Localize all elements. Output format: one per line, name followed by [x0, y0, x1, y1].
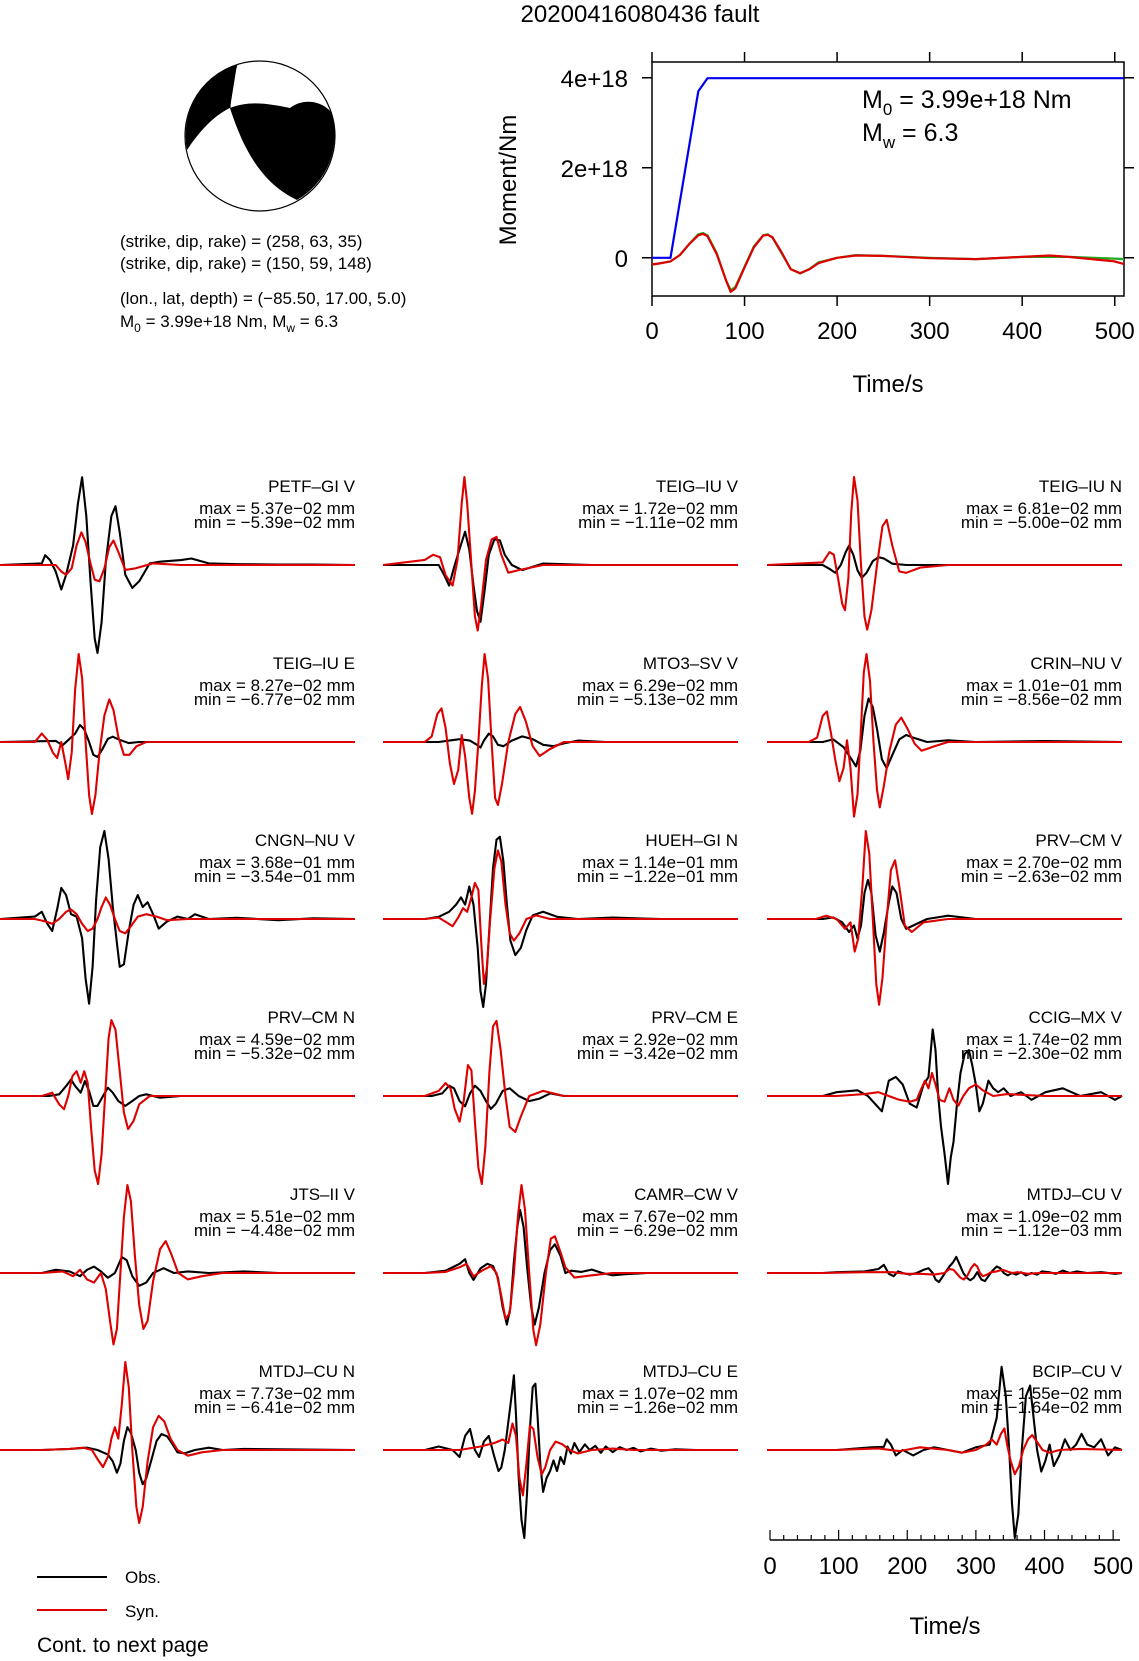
min-amplitude-label: min = −5.00e−02 mm	[960, 513, 1122, 532]
observed-trace	[383, 532, 738, 622]
max-amplitude-label: max = 2.92e−02 mm	[582, 1030, 738, 1049]
observed-trace	[767, 1257, 1122, 1282]
waveform-panel	[0, 654, 355, 814]
synthetic-trace	[0, 532, 355, 581]
waveform-panel	[767, 1008, 1123, 1184]
min-amplitude-label: min = −6.41e−02 mm	[193, 1398, 355, 1417]
station-label: CCIG–MX V	[1028, 1008, 1122, 1027]
observed-trace	[0, 1427, 355, 1484]
waveform-xtick-label: 200	[887, 1553, 928, 1580]
moment-ytick-label: 0	[614, 245, 628, 273]
min-amplitude-label: min = −1.26e−02 mm	[576, 1398, 738, 1417]
focal-parameters	[120, 232, 406, 335]
source-time-syn-curve	[652, 234, 1124, 292]
waveform-panel	[767, 1185, 1123, 1282]
waveform-panel	[767, 1362, 1123, 1538]
max-amplitude-label: max = 3.68e−01 mm	[199, 853, 355, 872]
waveform-grid	[0, 477, 1123, 1538]
min-amplitude-label: min = −2.63e−02 mm	[960, 867, 1122, 886]
station-label: MTDJ–CU E	[642, 1362, 738, 1381]
waveform-panel	[383, 654, 739, 814]
moment-ylabel: Moment/Nm	[495, 114, 522, 246]
moment-xtick-label: 300	[909, 318, 950, 345]
station-label: TEIG–IU E	[272, 654, 355, 673]
moment-xlabel: Time/s	[852, 371, 924, 398]
min-amplitude-label: min = −8.56e−02 mm	[960, 690, 1122, 709]
max-amplitude-label: max = 1.07e−02 mm	[582, 1384, 738, 1403]
station-label: JTS–II V	[289, 1185, 355, 1204]
moment-xtick-label: 500	[1094, 318, 1135, 345]
legend-syn-label: Syn.	[125, 1602, 160, 1621]
moment-xtick-label: 100	[724, 318, 765, 345]
synthetic-trace	[767, 1429, 1122, 1475]
station-label: BCIP–CU V	[1032, 1362, 1122, 1381]
min-amplitude-label: min = −1.12e−03 mm	[960, 1221, 1122, 1240]
moment-summary: $M_0 = 3.99e+18$ Nm, $M_w = 6.3$	[120, 312, 339, 335]
observed-trace	[767, 880, 1122, 952]
min-amplitude-label: min = −6.29e−02 mm	[576, 1221, 738, 1240]
station-label: PRV–CM E	[651, 1008, 738, 1027]
max-amplitude-label: max = 7.67e−02 mm	[582, 1207, 738, 1226]
station-label: TEIG–IU N	[1038, 477, 1122, 496]
legend	[37, 1568, 161, 1621]
max-amplitude-label: max = 1.72e−02 mm	[582, 499, 738, 518]
waveform-panel	[383, 1185, 739, 1345]
station-label: MTDJ–CU V	[1026, 1185, 1122, 1204]
waveform-xlabel: Time/s	[909, 1613, 981, 1640]
waveform-panel	[383, 831, 738, 1007]
station-label: MTO3–SV V	[642, 654, 738, 673]
max-amplitude-label: max = 5.37e−02 mm	[199, 499, 355, 518]
waveform-panel	[0, 1185, 356, 1345]
source-location: (lon., lat, depth) = (−85.50, 17.00, 5.0)	[120, 289, 407, 308]
station-label: MTDJ–CU N	[258, 1362, 355, 1381]
moment-xtick-label: 400	[1002, 318, 1043, 345]
max-amplitude-label: max = 1.14e−01 mm	[582, 853, 738, 872]
min-amplitude-label: min = −5.39e−02 mm	[193, 513, 355, 532]
figure-title: 20200416080436 fault	[520, 1, 760, 28]
moment-mw-annotation: $M_w = 6.3$	[862, 119, 959, 152]
nodal-plane-1: (strike, dip, rake) = (258, 63, 35)	[120, 232, 363, 251]
max-amplitude-label: max = 1.01e−01 mm	[966, 676, 1122, 695]
waveform-xtick-label: 300	[955, 1553, 996, 1580]
observed-trace	[383, 1086, 738, 1109]
moment-m0-annotation: $M_0 = 3.99e+18$ Nm	[862, 86, 1072, 119]
max-amplitude-label: max = 6.81e−02 mm	[966, 499, 1122, 518]
waveform-xtick-label: 500	[1093, 1553, 1134, 1580]
max-amplitude-label: max = 1.74e−02 mm	[966, 1030, 1122, 1049]
waveform-panel	[0, 831, 356, 1004]
station-label: CNGN–NU V	[254, 831, 355, 850]
max-amplitude-label: max = 2.70e−02 mm	[966, 853, 1122, 872]
min-amplitude-label: min = −3.54e−01 mm	[193, 867, 355, 886]
station-label: PRV–CM N	[267, 1008, 355, 1027]
station-label: PRV–CM V	[1035, 831, 1122, 850]
waveform-panel	[0, 1362, 355, 1523]
moment-ytick-label: 4e+18	[560, 65, 628, 93]
min-amplitude-label: min = −1.22e−01 mm	[576, 867, 738, 886]
max-amplitude-label: max = 7.73e−02 mm	[199, 1384, 355, 1403]
station-label: HUEH–GI N	[645, 831, 738, 850]
waveform-panel	[0, 477, 356, 653]
waveform-xtick-label: 400	[1024, 1553, 1065, 1580]
station-label: PETF–GI V	[268, 477, 355, 496]
waveform-panel	[383, 1008, 738, 1184]
moment-ytick-label: 2e+18	[560, 155, 628, 183]
moment-xtick-label: 0	[645, 318, 659, 345]
waveform-panel	[767, 831, 1123, 1005]
max-amplitude-label: max = 4.59e−02 mm	[199, 1030, 355, 1049]
waveform-time-axis	[763, 1530, 1133, 1640]
legend-obs-label: Obs.	[125, 1568, 161, 1587]
waveform-panel	[767, 477, 1122, 630]
observed-trace	[383, 734, 738, 748]
continuation-note: Cont. to next page	[37, 1634, 209, 1657]
min-amplitude-label: min = −3.42e−02 mm	[576, 1044, 738, 1063]
max-amplitude-label: max = 8.27e−02 mm	[199, 676, 355, 695]
station-label: CAMR–CW V	[634, 1185, 738, 1204]
min-amplitude-label: min = −5.32e−02 mm	[193, 1044, 355, 1063]
max-amplitude-label: max = 1.09e−02 mm	[966, 1207, 1122, 1226]
nodal-plane-2: (strike, dip, rake) = (150, 59, 148)	[120, 254, 372, 273]
station-label: TEIG–IU V	[655, 477, 738, 496]
waveform-xtick-label: 0	[763, 1553, 777, 1580]
min-amplitude-label: min = −1.11e−02 mm	[578, 513, 738, 532]
max-amplitude-label: max = 1.55e−02 mm	[966, 1384, 1122, 1403]
waveform-xtick-label: 100	[818, 1553, 859, 1580]
moment-xtick-label: 200	[817, 318, 858, 345]
source-time-obs-curve	[652, 233, 1124, 290]
min-amplitude-label: min = −5.13e−02 mm	[576, 690, 738, 709]
max-amplitude-label: max = 6.29e−02 mm	[582, 676, 738, 695]
waveform-panel	[767, 654, 1123, 817]
station-label: CRIN–NU V	[1030, 654, 1122, 673]
focal-mechanism-beachball	[185, 61, 335, 211]
waveform-panel	[383, 477, 739, 631]
waveform-panel	[383, 1362, 738, 1538]
min-amplitude-label: min = −4.48e−02 mm	[193, 1221, 355, 1240]
moment-rate-panel	[495, 52, 1135, 398]
min-amplitude-label: min = −6.77e−02 mm	[193, 690, 355, 709]
max-amplitude-label: max = 5.51e−02 mm	[199, 1207, 355, 1226]
synthetic-trace	[767, 1073, 1122, 1106]
min-amplitude-label: min = −1.64e−02 mm	[960, 1398, 1122, 1417]
waveform-panel	[0, 1008, 355, 1184]
min-amplitude-label: min = −2.30e−02 mm	[960, 1044, 1122, 1063]
